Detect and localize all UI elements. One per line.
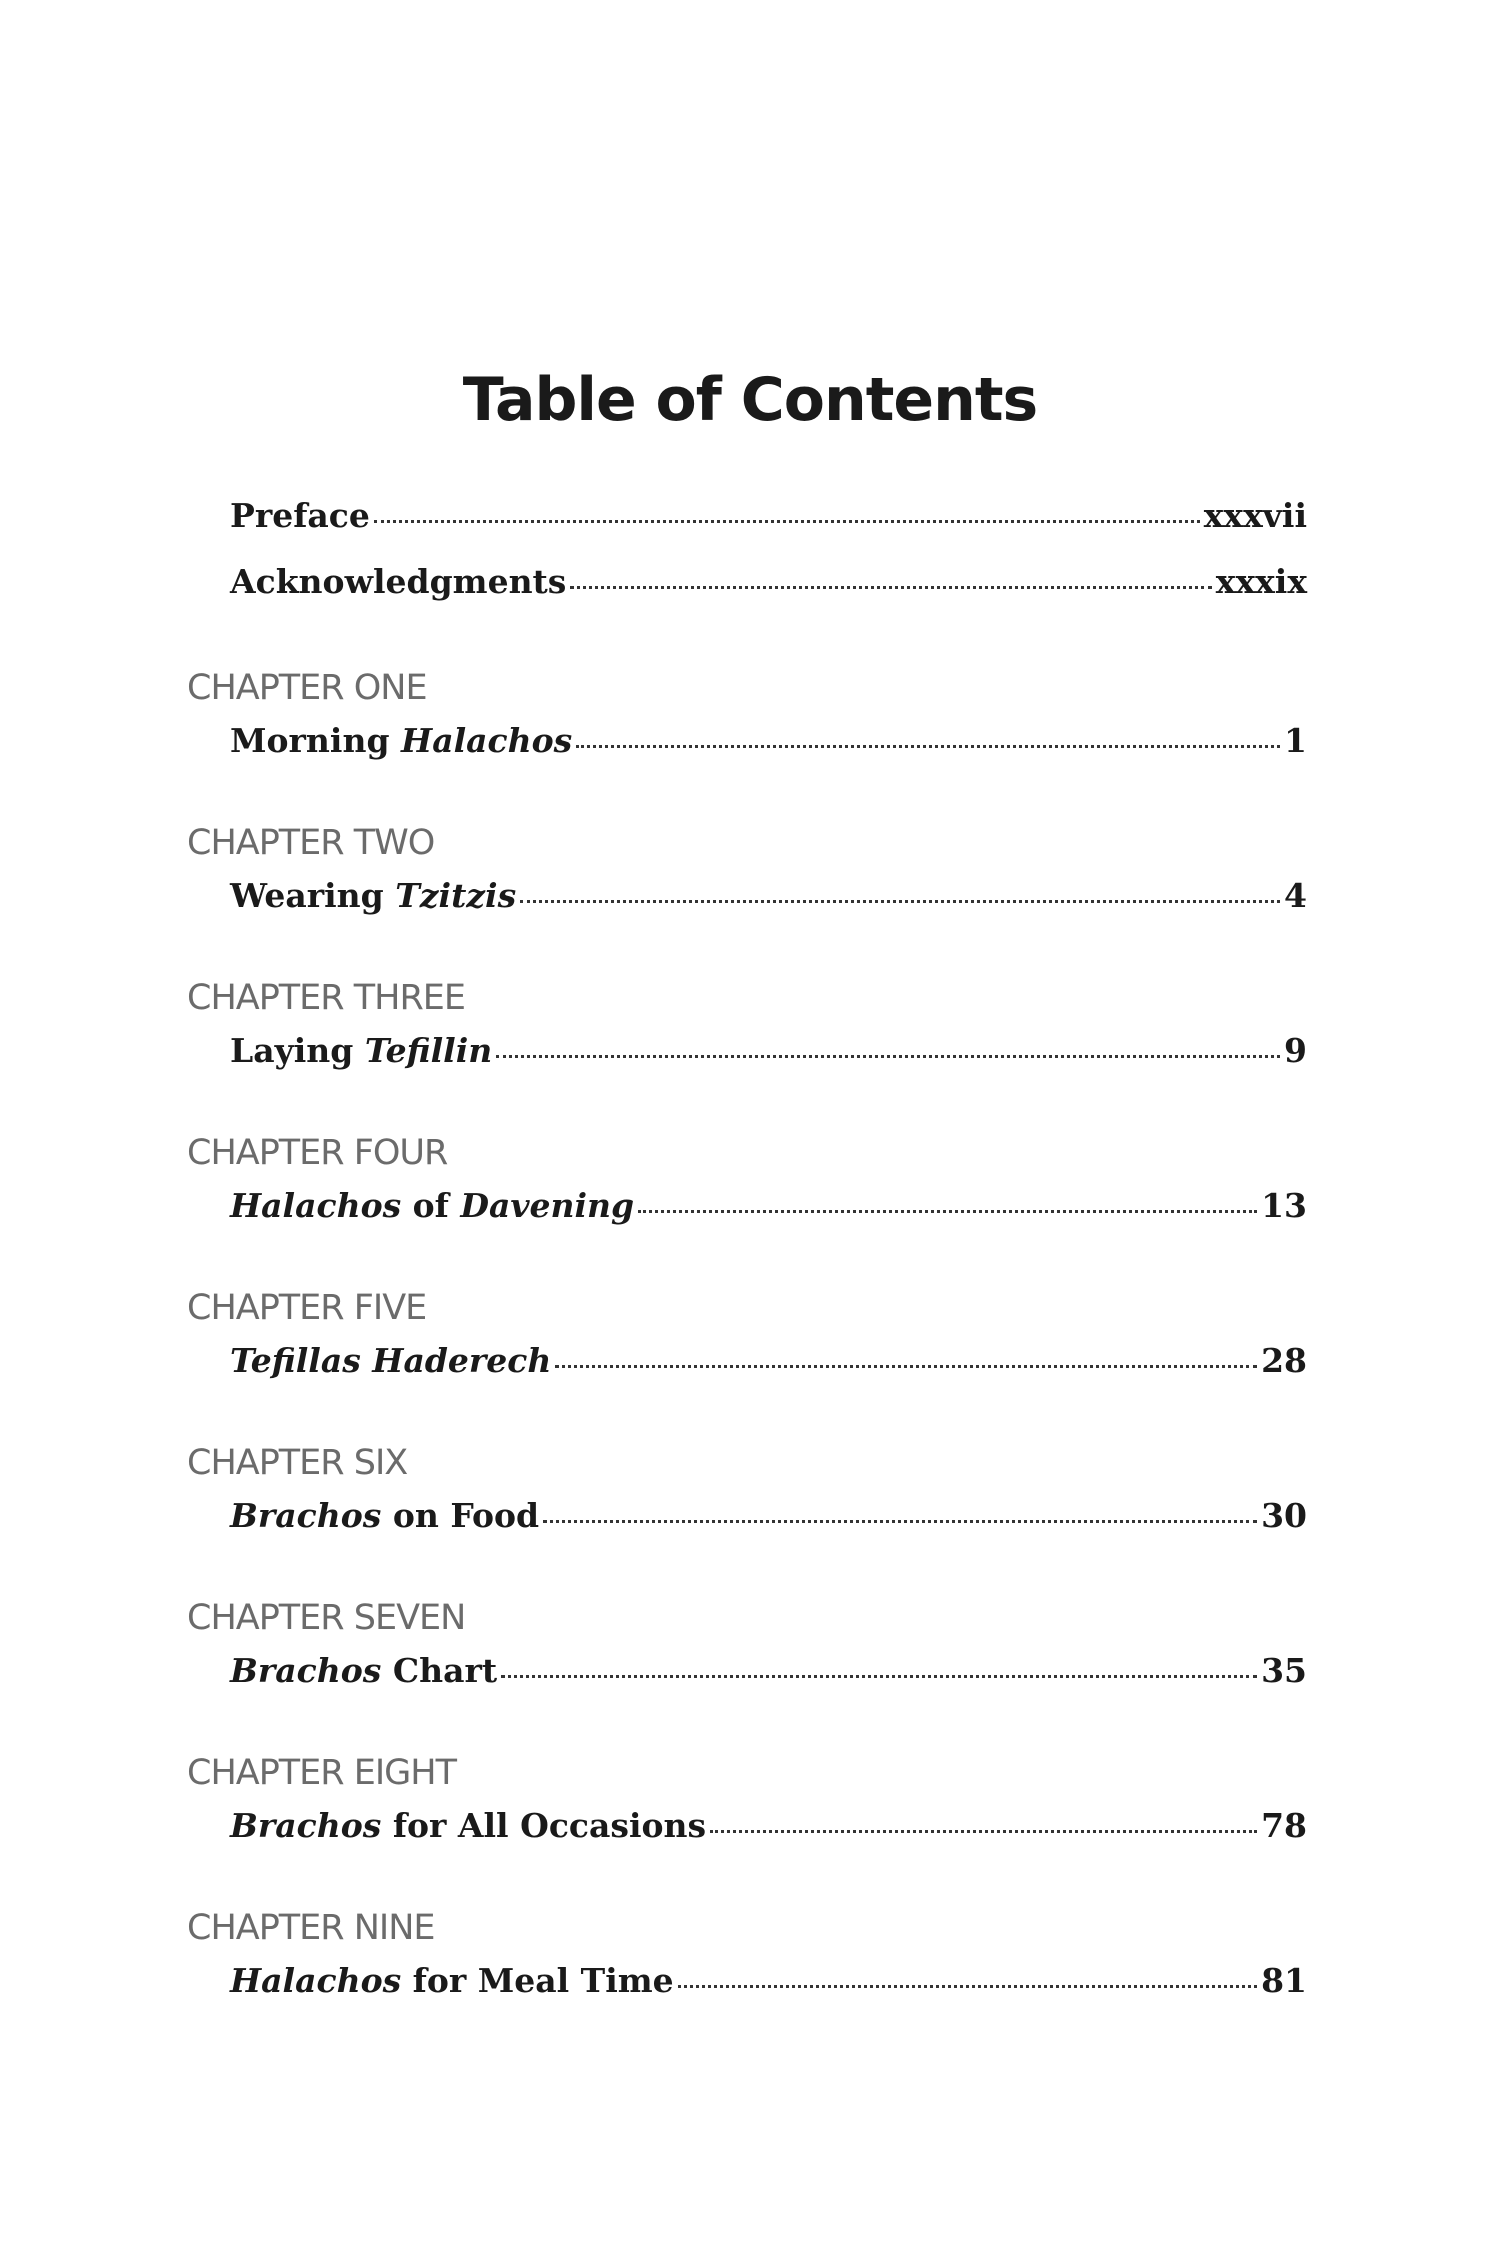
dot-leader: [374, 520, 1200, 523]
toc-entry-label: [230, 1806, 706, 1845]
title-segment: of: [401, 1186, 461, 1225]
title-italic-segment: Tefillin: [364, 1031, 493, 1070]
chapter-number-label: CHAPTER THREE: [187, 978, 465, 1018]
toc-page-number: 13: [1261, 1186, 1307, 1225]
toc-page-number: 78: [1261, 1806, 1307, 1845]
toc-entry-chapter[interactable]: [230, 1496, 1307, 1535]
toc-page-number: 30: [1261, 1496, 1307, 1535]
toc-entry-label: Acknowledgments: [230, 562, 567, 601]
title-italic-segment: Brachos: [230, 1806, 382, 1845]
chapter-number-label: CHAPTER NINE: [187, 1908, 435, 1948]
title-italic-segment: Davening: [460, 1186, 635, 1225]
chapter-number-label: CHAPTER FIVE: [187, 1288, 427, 1328]
chapter-number-label: CHAPTER SEVEN: [187, 1598, 466, 1638]
toc-page-number: 28: [1261, 1341, 1307, 1380]
chapter-number-label: CHAPTER TWO: [187, 823, 435, 863]
chapter-number-label: CHAPTER EIGHT: [187, 1753, 456, 1793]
toc-entry-label: [230, 1496, 539, 1535]
toc-entry-chapter[interactable]: [230, 1341, 1307, 1380]
toc-entry-label: [230, 1186, 634, 1225]
toc-page-number: xxxix: [1215, 562, 1307, 601]
toc-entry-label: [230, 1961, 674, 2000]
title-italic-segment: Halachos: [401, 721, 573, 760]
chapter-number-label: CHAPTER FOUR: [187, 1133, 448, 1173]
toc-entry-chapter[interactable]: [230, 721, 1307, 760]
toc-page-number: 4: [1284, 876, 1307, 915]
toc-entry-preface[interactable]: [230, 496, 1307, 535]
title-segment: Chart: [381, 1651, 498, 1690]
toc-entry-label: [230, 1341, 551, 1380]
title-italic-segment: Tzitzis: [395, 876, 517, 915]
title-italic-segment: Brachos: [230, 1496, 382, 1535]
toc-entry-chapter[interactable]: [230, 1651, 1307, 1690]
toc-page-number: 9: [1284, 1031, 1307, 1070]
dot-leader: [710, 1830, 1257, 1833]
toc-entry-chapter[interactable]: [230, 1806, 1307, 1845]
toc-entry-chapter[interactable]: [230, 1961, 1307, 2000]
dot-leader: [501, 1675, 1257, 1678]
title-segment: for All Occasions: [381, 1806, 707, 1845]
title-segment: Wearing: [230, 876, 396, 915]
toc-page-number: 1: [1284, 721, 1307, 760]
toc-page-number: xxxvii: [1203, 496, 1307, 535]
toc-entry-chapter[interactable]: [230, 1031, 1307, 1070]
title-segment: for Meal Time: [401, 1961, 674, 2000]
dot-leader: [678, 1985, 1257, 1988]
toc-entry-chapter[interactable]: [230, 876, 1307, 915]
title-segment: Laying: [230, 1031, 365, 1070]
dot-leader: [520, 900, 1280, 903]
dot-leader: [576, 745, 1280, 748]
toc-page-number: 81: [1261, 1961, 1307, 2000]
title-italic-segment: Brachos: [230, 1651, 382, 1690]
toc-page-number: 35: [1261, 1651, 1307, 1690]
dot-leader: [555, 1365, 1257, 1368]
title-segment: Morning: [230, 721, 402, 760]
dot-leader: [570, 586, 1211, 589]
toc-entry-chapter[interactable]: [230, 1186, 1307, 1225]
chapter-number-label: CHAPTER ONE: [187, 668, 427, 708]
title-italic-segment: Tefillas Haderech: [230, 1341, 552, 1380]
toc-entry-label: [230, 1031, 492, 1070]
page-title: Table of Contents: [462, 365, 1038, 435]
title-italic-segment: Halachos: [230, 1186, 402, 1225]
toc-entry-label: [230, 1651, 497, 1690]
dot-leader: [496, 1055, 1280, 1058]
chapter-number-label: CHAPTER SIX: [187, 1443, 408, 1483]
title-segment: on Food: [381, 1496, 540, 1535]
dot-leader: [638, 1210, 1257, 1213]
toc-entry-label: [230, 876, 516, 915]
toc-entry-acknowledgments[interactable]: [230, 562, 1307, 601]
toc-entry-label: [230, 721, 572, 760]
title-italic-segment: Halachos: [230, 1961, 402, 2000]
toc-entry-label: Preface: [230, 496, 370, 535]
dot-leader: [543, 1520, 1257, 1523]
